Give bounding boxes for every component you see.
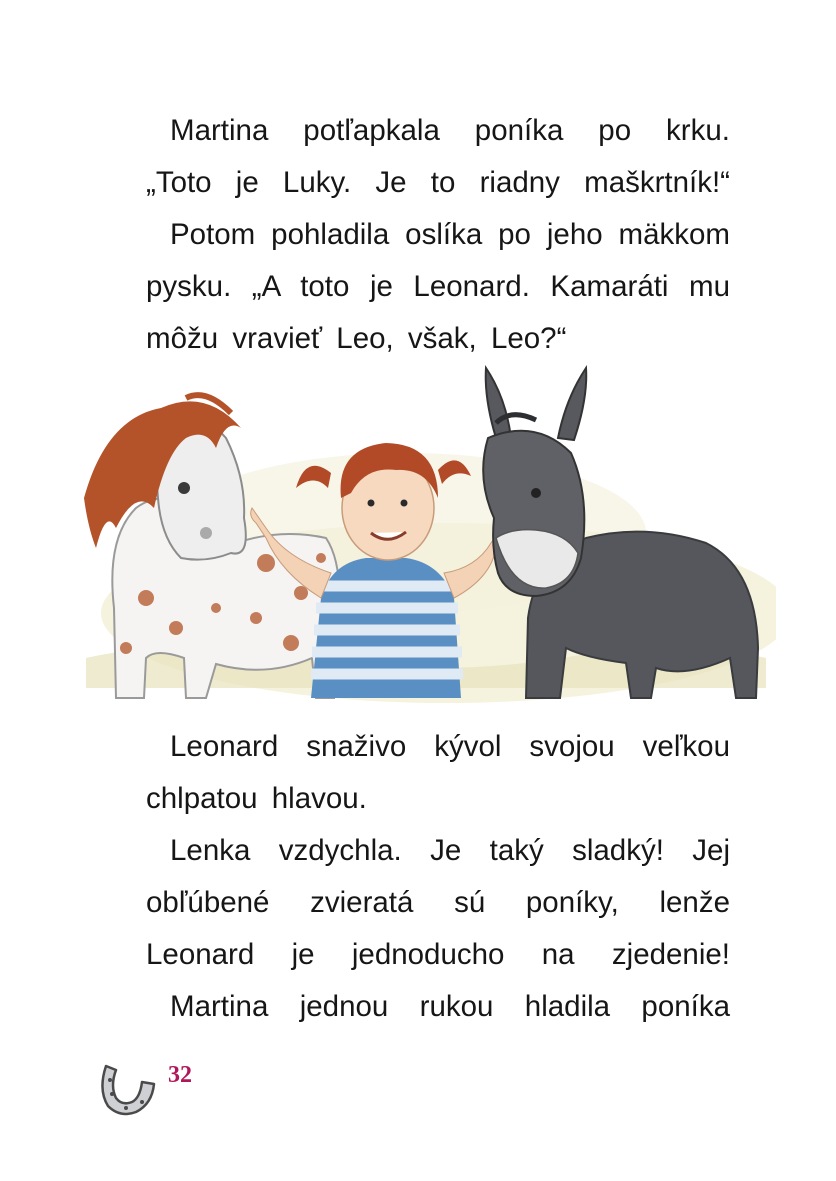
p1-line-2: „Toto je Luky. Je to riadny maškrtník!“	[146, 166, 730, 199]
horseshoe-icon	[96, 1056, 160, 1120]
p5-line-1: Martina jednou rukou hladila poníka	[170, 990, 730, 1023]
p4-line-3: Leonard je jednoducho na zjedenie!	[146, 938, 730, 971]
illustration-girl-pony-donkey	[66, 358, 776, 714]
p2-line-1: Potom pohladila oslíka po jeho mäkkom	[170, 218, 730, 251]
p4-line-1: Lenka vzdychla. Je taký sladký! Jej	[170, 834, 730, 867]
p2-line-2: pysku. „A toto je Leonard. Kamaráti mu	[146, 270, 730, 303]
page-number: 32	[168, 1062, 192, 1088]
p1-line-1: Martina potľapkala poníka po krku.	[170, 114, 730, 147]
p3-line-1: Leonard snaživo kývol svojou veľkou	[170, 730, 730, 763]
p4-line-2: obľúbené zvieratá sú poníky, lenže	[146, 886, 730, 919]
p3-line-2: chlpatou hlavou.	[146, 782, 367, 815]
p2-line-3: môžu vravieť Leo, však, Leo?“	[146, 322, 567, 355]
pony-luky	[84, 395, 339, 698]
